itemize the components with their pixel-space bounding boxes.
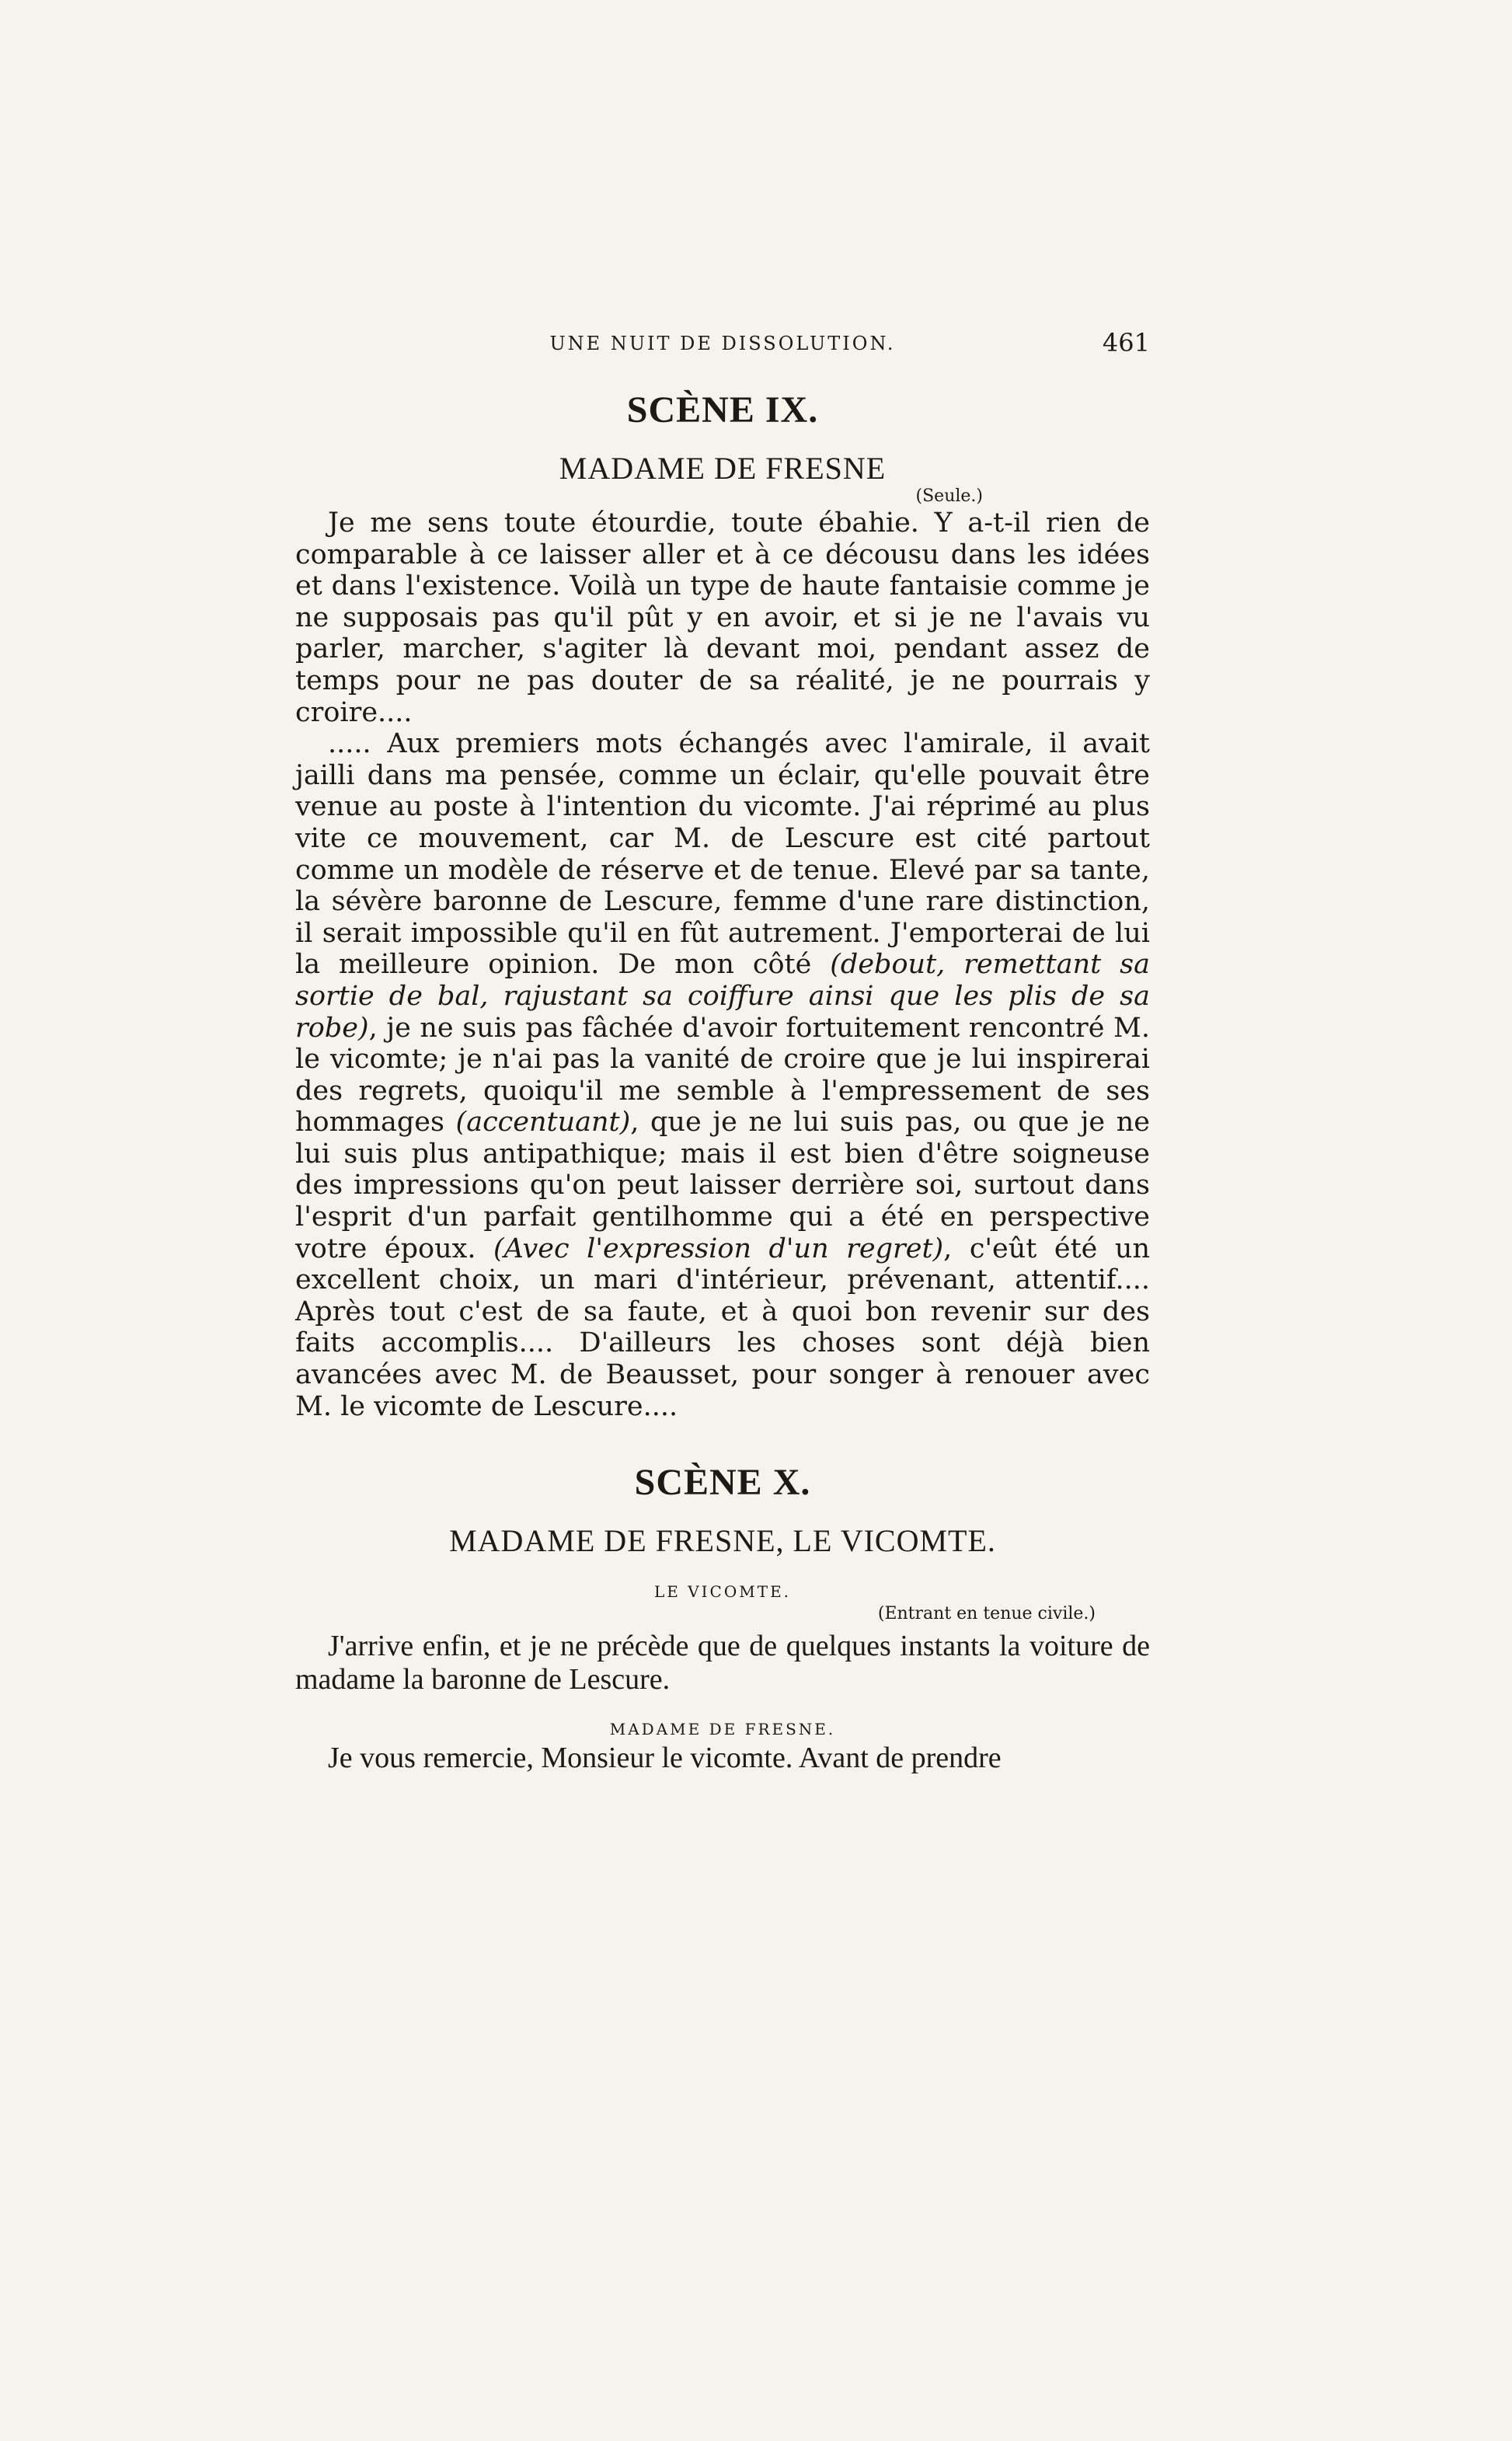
para2-text-c: , je ne suis pas fâchée d'avoir fortuitement rencontré M. le vicomte; je n'ai pas la vanité de croire que je lui inspirerai des regrets, quoiqu'il me semble à l'empressement de ses hommages xyxy=(295,1012,1150,1139)
page-number: 461 xyxy=(1102,328,1150,357)
speech-madame-de-fresne: Je vous remercie, Monsieur le vicomte. Avant de prendre xyxy=(328,1742,1002,1775)
scene-9-title: SCÈNE IX. xyxy=(626,389,819,431)
para2-text-g: , c'eût été un excellent choix, un mari d'intérieur, prévenant, attentif.... Après tout c'est de sa faute, et à quoi bon revenir sur des faits accomplis.... D'ailleurs les choses sont déjà bien avancées avec M. de Beausset, pour songer à renouer avec M. le vicomte de Lescure.... xyxy=(295,1233,1150,1422)
scene-9-stage-direction: (Seule.) xyxy=(915,486,983,506)
speaker-madame-de-fresne: MADAME DE FRESNE. xyxy=(609,1720,836,1739)
scene-10-title: SCÈNE X. xyxy=(634,1462,811,1504)
stage-direction-accentuant: (accentuant) xyxy=(455,1107,631,1139)
stage-direction-debout: (debout, remettant sa sortie de bal, rajustant sa coiffure ainsi que les plis de sa robe) xyxy=(295,949,1150,1044)
scene-10-cast: MADAME DE FRESNE, LE VICOMTE. xyxy=(449,1523,996,1559)
page-content xyxy=(295,295,1150,1775)
running-title: UNE NUIT DE DISSOLUTION. xyxy=(549,333,896,354)
para2-text-a: ..... Aux premiers mots échangés avec l'amirale, il avait jailli dans ma pensée, comme un éclair, qu'elle pouvait être venue au poste à l'intention du vicomte. J'ai réprimé au plus vite ce mouvement, car M. de Lescure est cité partout comme un modèle de réserve et de tenue. Elevé par sa tante, la sévère baronne de Lescure, femme d'une rare distinction, il serait impossible qu'il en fût autrement. J'emporterai de lui la meilleure opinion. De mon côté xyxy=(295,728,1150,981)
speaker-le-vicomte: LE VICOMTE. xyxy=(653,1582,792,1602)
speech-le-vicomte: J'arrive enfin, et je ne précède que de quelques instants la voiture de madame la baronne de Lescure. xyxy=(295,1630,1150,1696)
scene-9-cast: MADAME DE FRESNE xyxy=(559,451,887,486)
para2-text-e: , que je ne lui suis pas, ou que je ne lui suis plus antipathique; mais il est bien d'être soigneuse des impressions qu'on peut laisser derrière soi, surtout dans l'esprit d'un parfait gentilhomme qui a été en perspective votre époux. xyxy=(295,1107,1150,1264)
scene-9-paragraph-1: Je me sens toute étourdie, toute ébahie. Y a-t-il rien de comparable à ce laisser aller et à ce décousu dans les idées et dans l'existence. Voilà un type de haute fantaisie comme je ne supposais pas qu'il pût y en avoir, et si je ne l'avais vu parler, marcher, s'agiter là devant moi, pendant assez de temps pour ne pas douter de sa réalité, je ne pourrais y croire.... xyxy=(295,507,1150,728)
stage-direction-regret: (Avec l'expression d'un regret) xyxy=(493,1233,944,1264)
running-head xyxy=(295,295,1150,357)
scene-10-stage-direction: (Entrant en tenue civile.) xyxy=(877,1604,1096,1624)
scene-9-paragraph-2 xyxy=(295,728,1150,1422)
